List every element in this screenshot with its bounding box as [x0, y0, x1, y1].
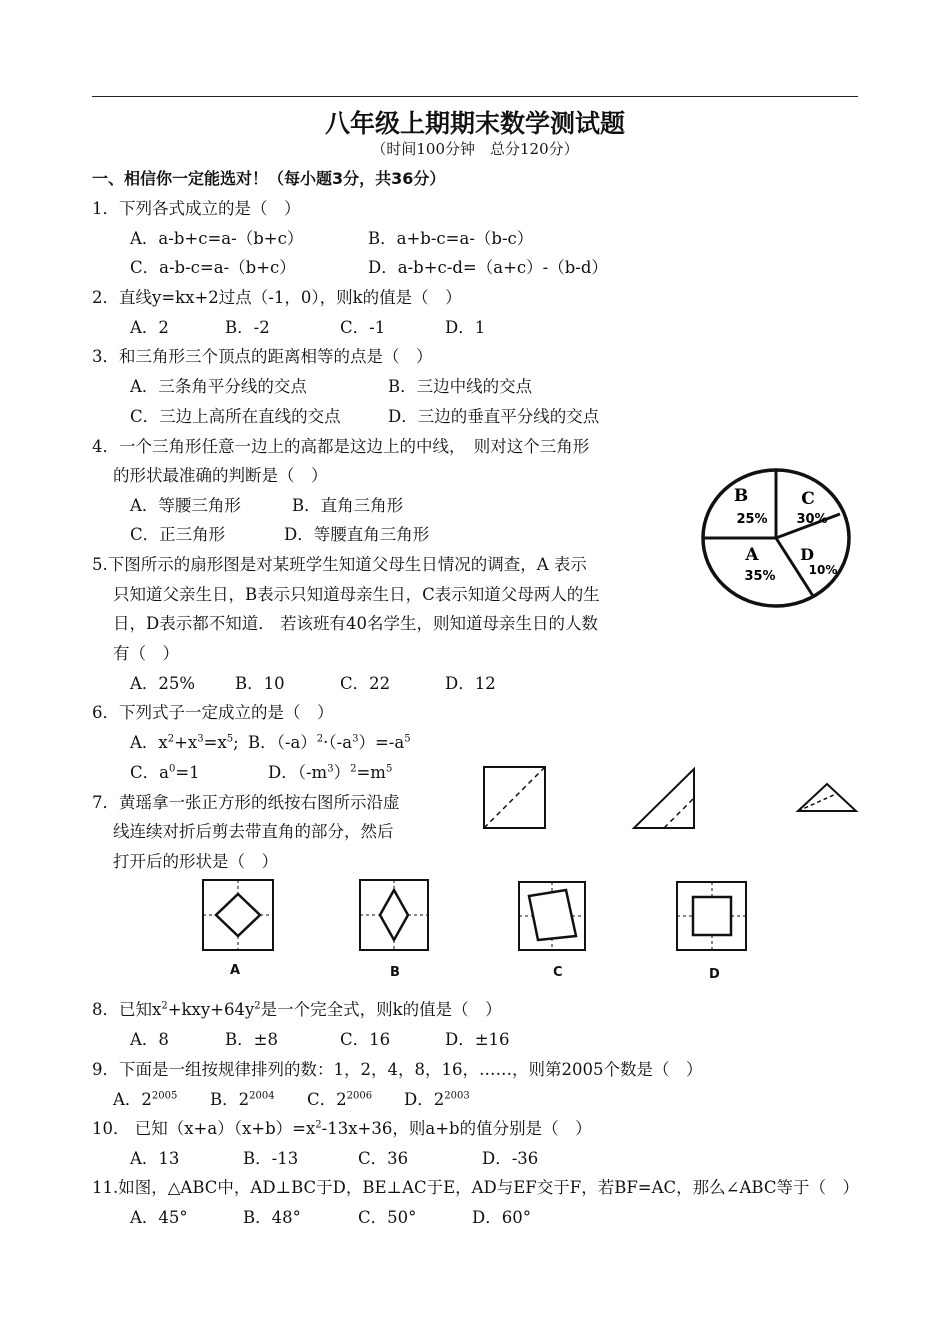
q3-stem: 3．和三角形三个顶点的距离相等的点是（ ） — [92, 347, 433, 366]
q4-option-b: B．直角三角形 — [292, 496, 404, 515]
q3-option-b: B．三边中线的交点 — [388, 377, 533, 396]
fold-triangle — [634, 769, 694, 828]
q4-stem-line1: 4．一个三角形任意一边上的高都是这边上的中线， 则对这个三角形 — [92, 437, 590, 456]
pie-label-d: D — [800, 545, 814, 564]
q10-option-d: D．-36 — [482, 1149, 539, 1168]
q11-option-c: C．50° — [358, 1208, 417, 1227]
q1-option-c: C．a-b-c=a-（b+c） — [130, 258, 296, 277]
q9-option-a: A．$2^{2005}$ — [113, 1090, 178, 1109]
q8-option-b: B．±8 — [225, 1030, 278, 1049]
q2-option-b: B．-2 — [225, 318, 270, 337]
pie-label-a: A — [745, 545, 759, 565]
q10-option-a: A．13 — [130, 1149, 180, 1168]
fold-triangle-dashed — [664, 798, 694, 828]
q9-option-b: B．$2^{2004}$ — [210, 1090, 275, 1109]
header-rule — [92, 96, 858, 97]
q4-option-c: C．正三角形 — [130, 525, 226, 544]
q9-option-c: C．$2^{2006}$ — [307, 1090, 373, 1109]
q11-option-a: A．45° — [130, 1208, 188, 1227]
q6-option-d: D．$(-m^3)^2=m^5$ — [268, 763, 393, 782]
q5-line2: 只知道父亲生日，B表示只知道母亲生日，C表示知道父母两人的生 — [113, 585, 600, 604]
pie-label-c: C — [801, 489, 815, 509]
q4-stem-line2: 的形状最准确的判断是（ ） — [113, 466, 328, 485]
q6-option-c: C．$a^0=1$ — [130, 763, 200, 782]
q7-line2: 线连续对折后剪去带直角的部分，然后 — [113, 822, 394, 841]
q7-options-figure — [198, 876, 753, 958]
q3-option-a: A．三条角平分线的交点 — [130, 377, 307, 396]
pie-pct-d: 10% — [808, 563, 838, 577]
q5-option-a: A．25% — [130, 674, 196, 693]
q2-option-a: A．2 — [130, 318, 169, 337]
pie-pct-a: 35% — [744, 569, 776, 584]
q3-option-d: D．三边的垂直平分线的交点 — [388, 407, 600, 426]
q5-line1: 5.下图所示的扇形图是对某班学生知道父母生日情况的调查，A 表示 — [92, 555, 587, 574]
q7-caption-d: D — [709, 967, 720, 982]
q11-option-b: B．48° — [243, 1208, 301, 1227]
q4-option-a: A．等腰三角形 — [130, 496, 241, 515]
q11-stem: 11.如图，△ABC中，AD⊥BC于D，BE⊥AC于E，AD与EF交于F，若BF=AC，那么∠ABC等于（ ） — [92, 1178, 859, 1197]
fold-square-diagonal — [484, 767, 545, 828]
pie-pct-b: 25% — [736, 512, 768, 527]
q10-option-c: C．36 — [358, 1149, 409, 1168]
q7-line1: 7．黄瑶拿一张正方形的纸按右图所示沿虚 — [92, 793, 400, 812]
q4-option-d: D．等腰直角三角形 — [284, 525, 430, 544]
q6-option-a: A．$x^2+x^3=x^5$; — [130, 733, 239, 752]
q8-option-c: C．16 — [340, 1030, 391, 1049]
q5-option-d: D．12 — [445, 674, 496, 693]
q7-option-b-shape — [360, 880, 428, 950]
q1-option-d: D．a-b+c-d=（a+c）-（b-d） — [368, 258, 608, 277]
q7-option-a-shape — [203, 880, 273, 950]
q2-option-c: C．-1 — [340, 318, 386, 337]
folding-figure — [476, 764, 866, 834]
q6-stem: 6．下列式子一定成立的是（ ） — [92, 703, 334, 722]
pie-pct-c: 30% — [796, 512, 828, 527]
q5-line3: 日，D表示都不知道． 若该班有40名学生，则知道母亲生日的人数 — [113, 614, 598, 633]
q9-option-d: D．$2^{2003}$ — [404, 1090, 470, 1109]
q11-option-d: D．60° — [472, 1208, 531, 1227]
q10-option-b: B．-13 — [243, 1149, 299, 1168]
q5-option-c: C．22 — [340, 674, 391, 693]
q7-line3: 打开后的形状是（ ） — [113, 852, 278, 871]
q7-caption-b: B — [390, 965, 400, 980]
q5-option-b: B．10 — [235, 674, 285, 693]
q9-stem: 9．下面是一组按规律排列的数：1，2，4，8，16，……，则第2005个数是（ ） — [92, 1060, 703, 1079]
fold-small-triangle-dashed — [798, 794, 836, 811]
q6-option-b: B．$(-a)^2\cdot(-a^3)=-a^5$ — [248, 733, 411, 752]
q7-caption-c: C — [553, 965, 563, 980]
q7-option-d-shape — [677, 882, 746, 950]
q8-option-a: A．8 — [130, 1030, 169, 1049]
q8-option-d: D．±16 — [445, 1030, 510, 1049]
q2-option-d: D．1 — [445, 318, 486, 337]
pie-figure — [700, 468, 860, 610]
q7-option-c-shape — [519, 882, 585, 950]
q5-line4: 有（ ） — [113, 644, 179, 663]
q10-stem: 10． 已知$(x+a)(x+b)=x^2-13x+36$，则a+b的值分别是（ ） — [92, 1119, 592, 1138]
page-subtitle: （时间100分钟 总分120分） — [371, 140, 579, 158]
q1-option-b: B．a+b-c=a-（b-c） — [368, 229, 534, 248]
q7-caption-a: A — [230, 963, 241, 978]
page-title: 八年级上期期末数学测试题 — [324, 109, 625, 138]
q8-stem: 8．已知$x^2+kxy+64y^2$是一个完全式，则k的值是（ ） — [92, 1000, 502, 1019]
pie-label-b: B — [733, 486, 749, 506]
q3-option-c: C．三边上高所在直线的交点 — [130, 407, 341, 426]
q1-option-a: A．a-b+c=a-（b+c） — [130, 229, 304, 248]
section-heading: 一、相信你一定能选对！（每小题3分，共36分） — [92, 169, 446, 188]
q2-stem: 2．直线y=kx+2过点（-1，0），则k的值是（ ） — [92, 288, 462, 307]
q1-stem: 1．下列各式成立的是（ ） — [92, 199, 301, 218]
